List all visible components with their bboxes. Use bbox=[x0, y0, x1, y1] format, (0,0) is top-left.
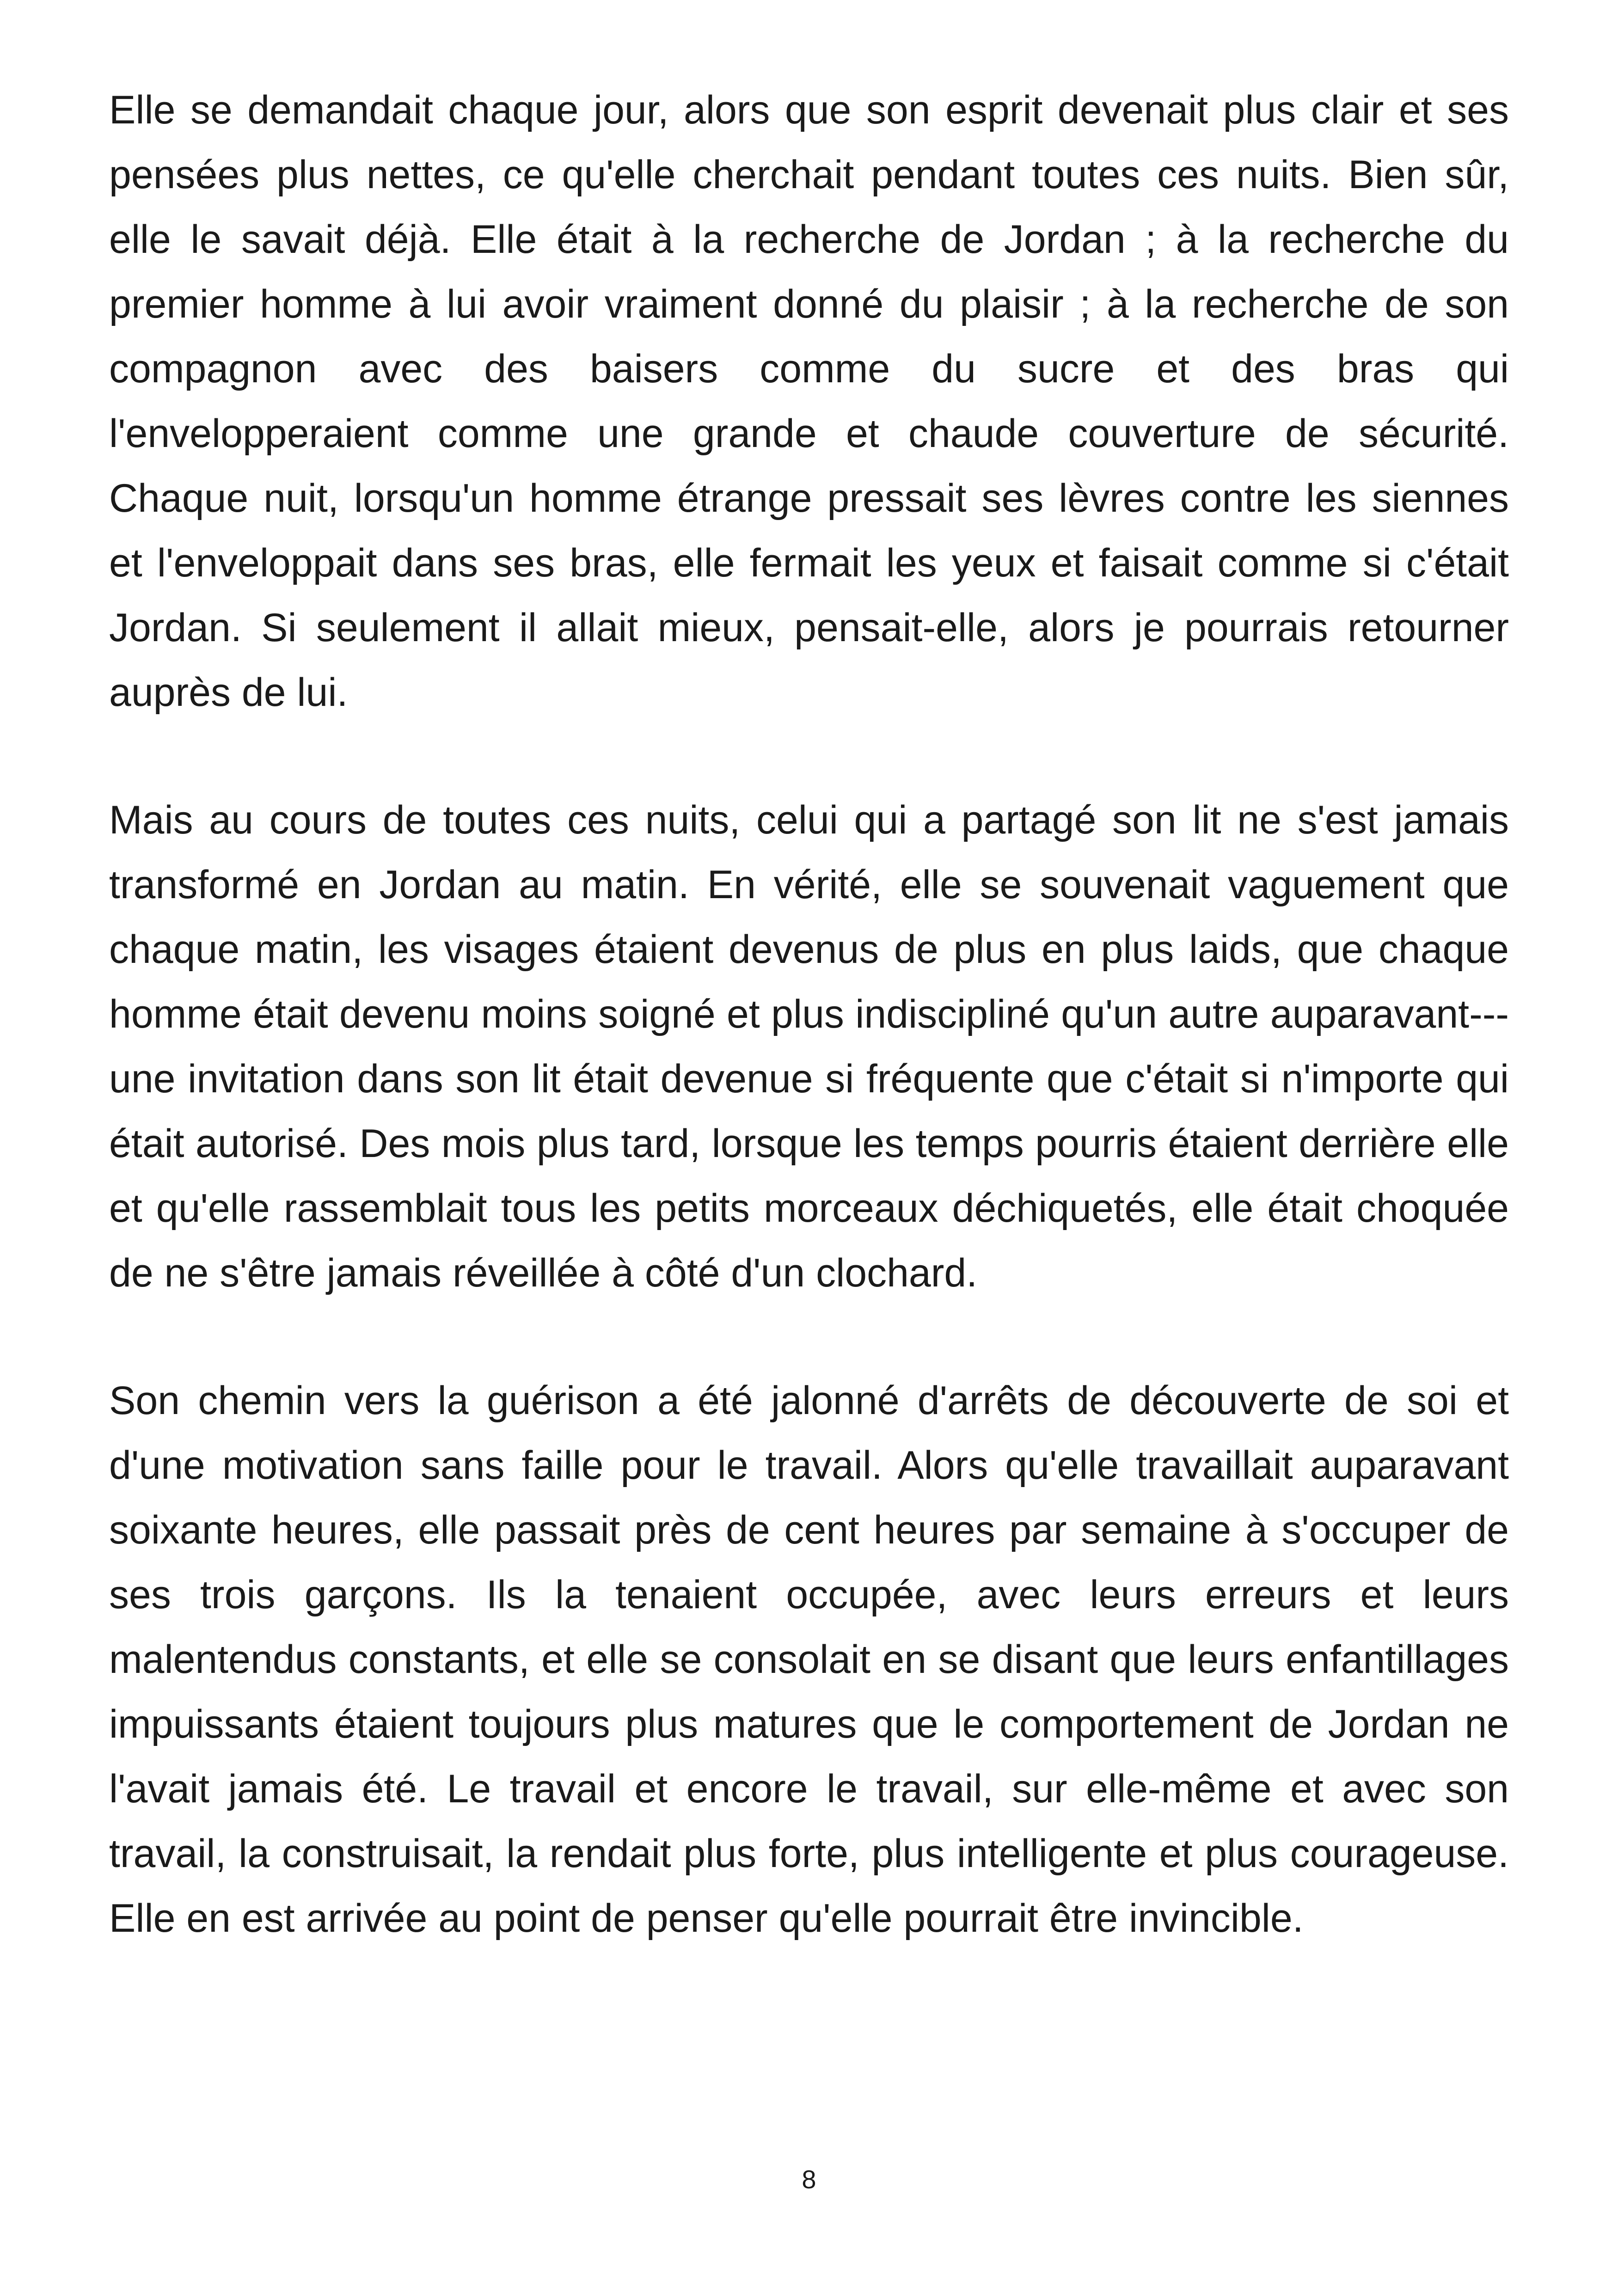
page-number: 8 bbox=[802, 2165, 816, 2194]
paragraph-3: Son chemin vers la guérison a été jalonné d'arrêts de découverte de soi et d'une motivation sans faille pour le travail. Alors qu'elle travaillait auparavant soixante heures, elle passait près de cent heures par semaine à s'occuper de ses trois garçons. Ils la tenaient occupée, avec leurs erreurs et leurs malentendus constants, et elle se consolait en se disant que leurs enfantillages impuissants étaient toujours plus matures que le comportement de Jordan ne l'avait jamais été. Le travail et encore le travail, sur elle-même et avec son travail, la construisait, la rendait plus forte, plus intelligente et plus courageuse. Elle en est arrivée au point de penser qu'elle pourrait être invincible. bbox=[109, 1378, 1509, 1941]
paragraph-2: Mais au cours de toutes ces nuits, celui qui a partagé son lit ne s'est jamais transformé en Jordan au matin. En vérité, elle se souvenait vaguement que chaque matin, les visages étaient devenus de plus en plus laids, que chaque homme était devenu moins soigné et plus indiscipliné qu'un autre auparavant---une invitation dans son lit était devenue si fréquente que c'était si n'importe qui était autorisé. Des mois plus tard, lorsque les temps pourris étaient derrière elle et qu'elle rassemblait tous les petits morceaux déchiquetés, elle était choquée de ne s'être jamais réveillée à côté d'un clochard. bbox=[109, 798, 1509, 1295]
paragraph-1: Elle se demandait chaque jour, alors que son esprit devenait plus clair et ses pensées plus nettes, ce qu'elle cherchait pendant toutes ces nuits. Bien sûr, elle le savait déjà. Elle était à la recherche de Jordan ; à la recherche du premier homme à lui avoir vraiment donné du plaisir ; à la recherche de son compagnon avec des baisers comme du sucre et des bras qui l'envelopperaient comme une grande et chaude couverture de sécurité. Chaque nuit, lorsqu'un homme étrange pressait ses lèvres contre les siennes et l'enveloppait dans ses bras, elle fermait les yeux et faisait comme si c'était Jordan. Si seulement il allait mieux, pensait-elle, alors je pourrais retourner auprès de lui. bbox=[109, 88, 1509, 715]
text-body bbox=[109, 78, 1509, 1951]
